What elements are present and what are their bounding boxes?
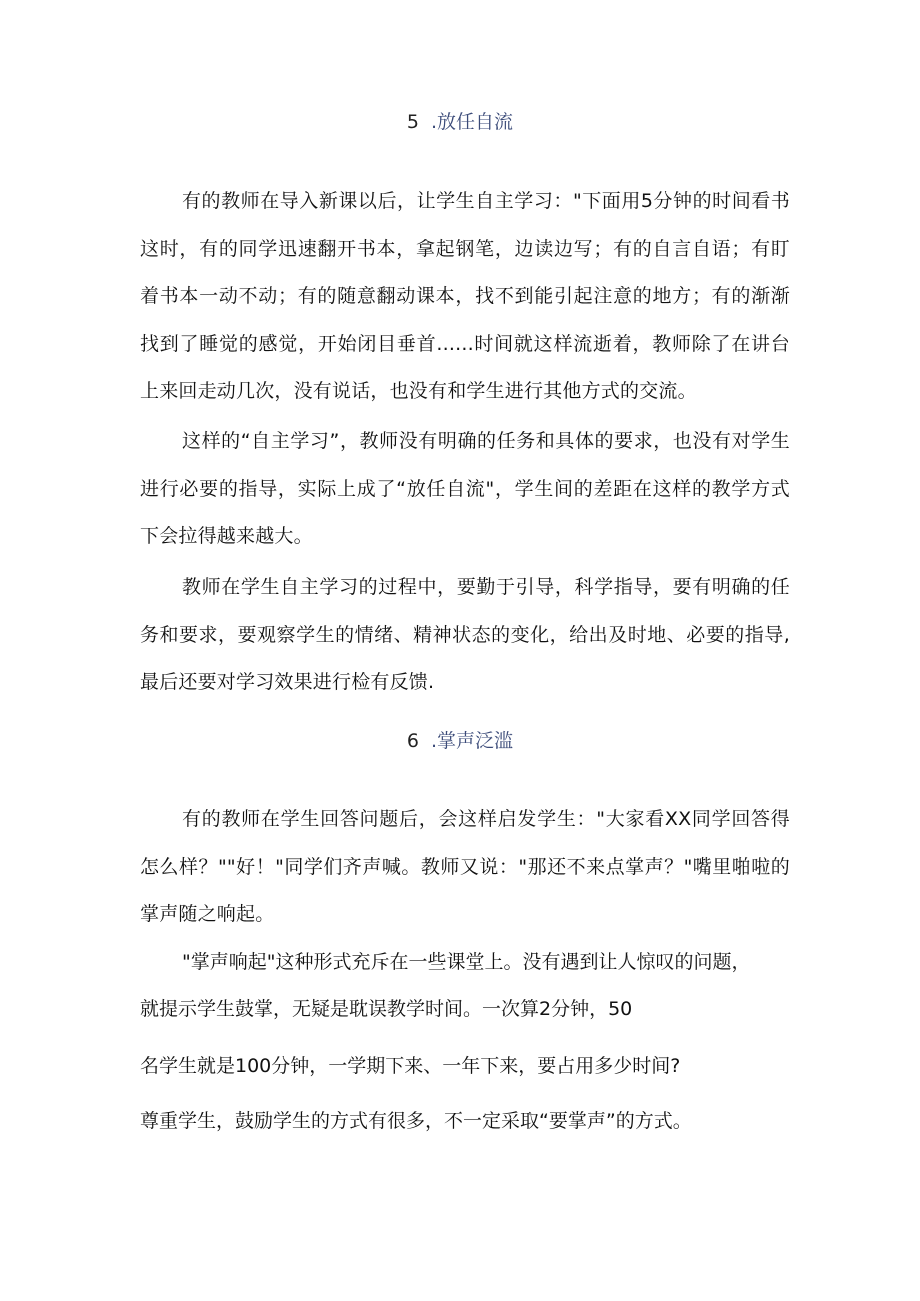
section-6-heading: [0, 727, 920, 755]
section-6-paragraph-3: 尊重学生，鼓励学生的方式有很多，不一定采取“要掌声”的方式。: [140, 1110, 692, 1132]
section-6-number: 6: [406, 730, 420, 752]
section-5-number: 5: [406, 111, 420, 133]
section-5-heading: [0, 108, 920, 136]
section-5-paragraph-1: 有的教师在导入新课以后，让学生自主学习："下面用5分钟的时间看书这时，有的同学迅速翻开书本，拿起钢笔，边读边写；有的自言自语；有盯着书本一动不动；有的随意翻动课本，找不到能引起注意的地方；有的渐渐找到了睡觉的感觉，开始闭目垂首......时间就这样流逝着，教师除了在讲台上来回走动几次，没有说话，也没有和学生进行其他方式的交流。: [140, 190, 790, 402]
section-6-paragraph-2-line-1: "掌声响起"这种形式充斥在一些课堂上。没有遇到让人惊叹的问题，: [182, 951, 751, 973]
section-6-paragraph-2-line-3: 名学生就是100分钟，一学期下来、一年下来，要占用多少时间?: [140, 1055, 681, 1077]
section-6-title: .掌声泛滥: [431, 730, 514, 752]
section-5-paragraph-2: 这样的“自主学习”，教师没有明确的任务和具体的要求，也没有对学生进行必要的指导，实际上成了“放任自流"，学生间的差距在这样的教学方式下会拉得越来越大。: [140, 430, 790, 547]
section-5-title: .放任自流: [431, 111, 514, 133]
section-5-paragraph-3: 教师在学生自主学习的过程中，要勤于引导，科学指导，要有明确的任务和要求，要观察学生的情绪、精神状态的变化，给出及时地、必要的指导,最后还要对学习效果进行检有反馈.: [140, 576, 790, 693]
section-6-paragraph-2-line-2: 就提示学生鼓掌，无疑是耽误教学时间。一次算2分钟，50: [140, 998, 633, 1020]
section-6-paragraph-1: 有的教师在学生回答问题后，会这样启发学生："大家看XX同学回答得怎么样？""好！"同学们齐声喊。教师又说："那还不来点掌声？"嘴里啪啦的掌声随之响起。: [140, 808, 790, 925]
